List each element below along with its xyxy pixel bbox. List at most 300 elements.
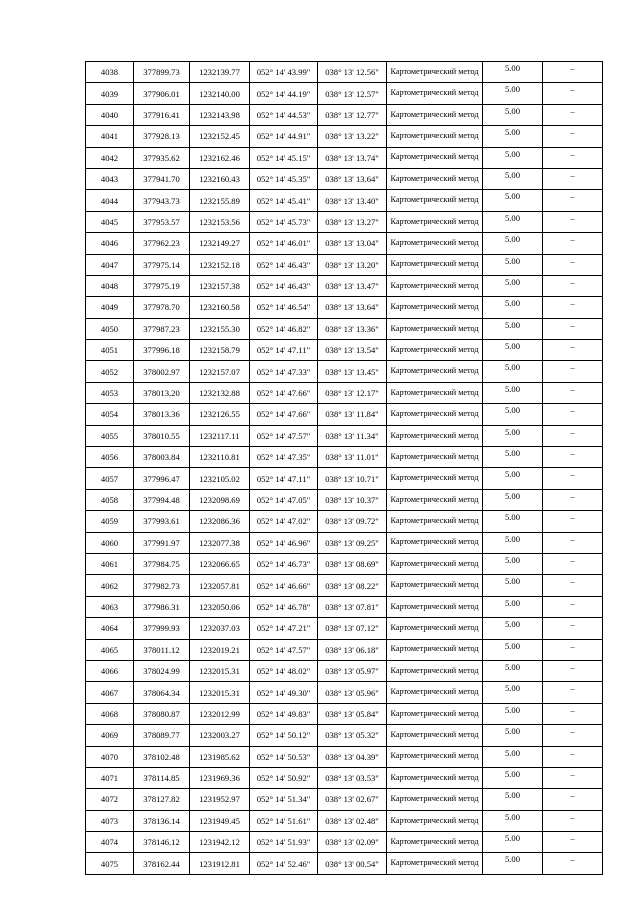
longitude-cell: 038° 13' 12.17" (318, 382, 387, 403)
latitude-cell: 052° 14' 47.57" (250, 639, 318, 660)
note-cell: – (543, 361, 603, 382)
y-coordinate-cell: 1231912.81 (190, 853, 250, 874)
table-row (86, 660, 603, 681)
latitude-cell: 052° 14' 46.82" (250, 318, 318, 339)
latitude-cell: 052° 14' 49.30" (250, 682, 318, 703)
accuracy-cell: 5.00 (483, 618, 543, 639)
table-row (86, 83, 603, 104)
method-cell: Картометрический метод (387, 211, 483, 232)
longitude-cell: 038° 13' 08.22" (318, 575, 387, 596)
table-row (86, 511, 603, 532)
longitude-cell: 038° 13' 05.97" (318, 660, 387, 681)
x-coordinate-cell: 377975.14 (134, 254, 190, 275)
point-number-cell: 4058 (86, 489, 134, 510)
method-cell: Картометрический метод (387, 832, 483, 853)
point-number-cell: 4045 (86, 211, 134, 232)
point-number-cell: 4069 (86, 725, 134, 746)
table-row (86, 340, 603, 361)
note-cell: – (543, 190, 603, 211)
latitude-cell: 052° 14' 47.66" (250, 382, 318, 403)
x-coordinate-cell: 377987.23 (134, 318, 190, 339)
note-cell: – (543, 575, 603, 596)
point-number-cell: 4068 (86, 703, 134, 724)
latitude-cell: 052° 14' 50.12" (250, 725, 318, 746)
table-row (86, 233, 603, 254)
note-cell: – (543, 382, 603, 403)
note-cell: – (543, 532, 603, 553)
accuracy-cell: 5.00 (483, 660, 543, 681)
table-row (86, 254, 603, 275)
note-cell: – (543, 340, 603, 361)
latitude-cell: 052° 14' 52.46" (250, 853, 318, 874)
point-number-cell: 4062 (86, 575, 134, 596)
latitude-cell: 052° 14' 44.53" (250, 104, 318, 125)
table-row (86, 190, 603, 211)
latitude-cell: 052° 14' 45.41" (250, 190, 318, 211)
longitude-cell: 038° 13' 13.40" (318, 190, 387, 211)
y-coordinate-cell: 1232160.58 (190, 297, 250, 318)
table-row (86, 104, 603, 125)
table-row (86, 532, 603, 553)
method-cell: Картометрический метод (387, 254, 483, 275)
latitude-cell: 052° 14' 44.19" (250, 83, 318, 104)
table-row (86, 810, 603, 831)
method-cell: Картометрический метод (387, 104, 483, 125)
x-coordinate-cell: 377984.75 (134, 553, 190, 574)
x-coordinate-cell: 377996.47 (134, 468, 190, 489)
accuracy-cell: 5.00 (483, 746, 543, 767)
y-coordinate-cell: 1231969.36 (190, 767, 250, 788)
latitude-cell: 052° 14' 46.96" (250, 532, 318, 553)
x-coordinate-cell: 377943.73 (134, 190, 190, 211)
method-cell: Картометрический метод (387, 810, 483, 831)
accuracy-cell: 5.00 (483, 340, 543, 361)
latitude-cell: 052° 14' 46.43" (250, 254, 318, 275)
method-cell: Картометрический метод (387, 789, 483, 810)
latitude-cell: 052° 14' 47.05" (250, 489, 318, 510)
y-coordinate-cell: 1232015.31 (190, 660, 250, 681)
point-number-cell: 4070 (86, 746, 134, 767)
x-coordinate-cell: 377978.70 (134, 297, 190, 318)
point-number-cell: 4043 (86, 168, 134, 189)
table-row (86, 126, 603, 147)
point-number-cell: 4046 (86, 233, 134, 254)
longitude-cell: 038° 13' 09.72" (318, 511, 387, 532)
x-coordinate-cell: 378114.85 (134, 767, 190, 788)
accuracy-cell: 5.00 (483, 425, 543, 446)
accuracy-cell: 5.00 (483, 297, 543, 318)
x-coordinate-cell: 378102.48 (134, 746, 190, 767)
point-number-cell: 4071 (86, 767, 134, 788)
note-cell: – (543, 489, 603, 510)
x-coordinate-cell: 378011.12 (134, 639, 190, 660)
accuracy-cell: 5.00 (483, 468, 543, 489)
point-number-cell: 4053 (86, 382, 134, 403)
method-cell: Картометрический метод (387, 425, 483, 446)
accuracy-cell: 5.00 (483, 62, 543, 83)
point-number-cell: 4059 (86, 511, 134, 532)
longitude-cell: 038° 13' 07.81" (318, 596, 387, 617)
note-cell: – (543, 404, 603, 425)
table-row (86, 361, 603, 382)
longitude-cell: 038° 13' 13.47" (318, 275, 387, 296)
note-cell: – (543, 725, 603, 746)
latitude-cell: 052° 14' 50.92" (250, 767, 318, 788)
point-number-cell: 4073 (86, 810, 134, 831)
note-cell: – (543, 233, 603, 254)
table-row (86, 682, 603, 703)
latitude-cell: 052° 14' 43.99" (250, 62, 318, 83)
note-cell: – (543, 254, 603, 275)
method-cell: Картометрический метод (387, 853, 483, 874)
method-cell: Картометрический метод (387, 660, 483, 681)
note-cell: – (543, 682, 603, 703)
x-coordinate-cell: 378146.12 (134, 832, 190, 853)
table-row (86, 703, 603, 724)
accuracy-cell: 5.00 (483, 447, 543, 468)
y-coordinate-cell: 1232157.07 (190, 361, 250, 382)
table-row (86, 639, 603, 660)
y-coordinate-cell: 1232057.81 (190, 575, 250, 596)
longitude-cell: 038° 13' 09.25" (318, 532, 387, 553)
note-cell: – (543, 703, 603, 724)
point-number-cell: 4055 (86, 425, 134, 446)
accuracy-cell: 5.00 (483, 789, 543, 810)
method-cell: Картометрический метод (387, 190, 483, 211)
method-cell: Картометрический метод (387, 275, 483, 296)
x-coordinate-cell: 378162.44 (134, 853, 190, 874)
note-cell: – (543, 767, 603, 788)
latitude-cell: 052° 14' 51.93" (250, 832, 318, 853)
accuracy-cell: 5.00 (483, 275, 543, 296)
y-coordinate-cell: 1232126.55 (190, 404, 250, 425)
x-coordinate-cell: 377953.57 (134, 211, 190, 232)
point-number-cell: 4044 (86, 190, 134, 211)
x-coordinate-cell: 377996.18 (134, 340, 190, 361)
table-row (86, 211, 603, 232)
note-cell: – (543, 126, 603, 147)
longitude-cell: 038° 13' 13.04" (318, 233, 387, 254)
method-cell: Картометрический метод (387, 682, 483, 703)
x-coordinate-cell: 377906.01 (134, 83, 190, 104)
point-number-cell: 4049 (86, 297, 134, 318)
table-row (86, 853, 603, 874)
method-cell: Картометрический метод (387, 361, 483, 382)
latitude-cell: 052° 14' 46.43" (250, 275, 318, 296)
note-cell: – (543, 832, 603, 853)
table-row (86, 382, 603, 403)
accuracy-cell: 5.00 (483, 190, 543, 211)
note-cell: – (543, 511, 603, 532)
accuracy-cell: 5.00 (483, 233, 543, 254)
method-cell: Картометрический метод (387, 767, 483, 788)
longitude-cell: 038° 13' 12.57" (318, 83, 387, 104)
x-coordinate-cell: 377999.93 (134, 618, 190, 639)
point-number-cell: 4040 (86, 104, 134, 125)
y-coordinate-cell: 1232050.06 (190, 596, 250, 617)
note-cell: – (543, 275, 603, 296)
latitude-cell: 052° 14' 49.83" (250, 703, 318, 724)
note-cell: – (543, 639, 603, 660)
longitude-cell: 038° 13' 13.64" (318, 297, 387, 318)
table-row (86, 275, 603, 296)
point-number-cell: 4067 (86, 682, 134, 703)
point-number-cell: 4061 (86, 553, 134, 574)
method-cell: Картометрический метод (387, 703, 483, 724)
method-cell: Картометрический метод (387, 83, 483, 104)
y-coordinate-cell: 1232003.27 (190, 725, 250, 746)
y-coordinate-cell: 1232019.21 (190, 639, 250, 660)
longitude-cell: 038° 13' 13.20" (318, 254, 387, 275)
table-row (86, 147, 603, 168)
point-number-cell: 4056 (86, 447, 134, 468)
accuracy-cell: 5.00 (483, 404, 543, 425)
latitude-cell: 052° 14' 45.73" (250, 211, 318, 232)
method-cell: Картометрический метод (387, 532, 483, 553)
longitude-cell: 038° 13' 03.53" (318, 767, 387, 788)
x-coordinate-cell: 378089.77 (134, 725, 190, 746)
latitude-cell: 052° 14' 45.35" (250, 168, 318, 189)
latitude-cell: 052° 14' 46.01" (250, 233, 318, 254)
latitude-cell: 052° 14' 48.02" (250, 660, 318, 681)
latitude-cell: 052° 14' 47.33" (250, 361, 318, 382)
y-coordinate-cell: 1232012.99 (190, 703, 250, 724)
y-coordinate-cell: 1232105.02 (190, 468, 250, 489)
latitude-cell: 052° 14' 51.61" (250, 810, 318, 831)
note-cell: – (543, 789, 603, 810)
table-row (86, 404, 603, 425)
table-row (86, 767, 603, 788)
accuracy-cell: 5.00 (483, 639, 543, 660)
x-coordinate-cell: 377975.19 (134, 275, 190, 296)
point-number-cell: 4064 (86, 618, 134, 639)
x-coordinate-cell: 378013.20 (134, 382, 190, 403)
method-cell: Картометрический метод (387, 575, 483, 596)
x-coordinate-cell: 378080.87 (134, 703, 190, 724)
y-coordinate-cell: 1232117.11 (190, 425, 250, 446)
coordinates-table (85, 61, 603, 875)
note-cell: – (543, 853, 603, 874)
accuracy-cell: 5.00 (483, 361, 543, 382)
latitude-cell: 052° 14' 47.57" (250, 425, 318, 446)
longitude-cell: 038° 13' 12.56" (318, 62, 387, 83)
latitude-cell: 052° 14' 44.91" (250, 126, 318, 147)
method-cell: Картометрический метод (387, 62, 483, 83)
note-cell: – (543, 425, 603, 446)
method-cell: Картометрический метод (387, 511, 483, 532)
y-coordinate-cell: 1232162.46 (190, 147, 250, 168)
accuracy-cell: 5.00 (483, 853, 543, 874)
latitude-cell: 052° 14' 50.53" (250, 746, 318, 767)
point-number-cell: 4074 (86, 832, 134, 853)
method-cell: Картометрический метод (387, 233, 483, 254)
note-cell: – (543, 618, 603, 639)
x-coordinate-cell: 377982.73 (134, 575, 190, 596)
note-cell: – (543, 168, 603, 189)
accuracy-cell: 5.00 (483, 104, 543, 125)
accuracy-cell: 5.00 (483, 489, 543, 510)
point-number-cell: 4075 (86, 853, 134, 874)
x-coordinate-cell: 377916.41 (134, 104, 190, 125)
point-number-cell: 4066 (86, 660, 134, 681)
x-coordinate-cell: 378002.97 (134, 361, 190, 382)
point-number-cell: 4052 (86, 361, 134, 382)
accuracy-cell: 5.00 (483, 532, 543, 553)
note-cell: – (543, 596, 603, 617)
x-coordinate-cell: 377899.73 (134, 62, 190, 83)
table-row (86, 596, 603, 617)
table-row (86, 447, 603, 468)
accuracy-cell: 5.00 (483, 147, 543, 168)
note-cell: – (543, 553, 603, 574)
longitude-cell: 038° 13' 07.12" (318, 618, 387, 639)
note-cell: – (543, 104, 603, 125)
y-coordinate-cell: 1231949.45 (190, 810, 250, 831)
y-coordinate-cell: 1232143.98 (190, 104, 250, 125)
longitude-cell: 038° 13' 02.67" (318, 789, 387, 810)
accuracy-cell: 5.00 (483, 703, 543, 724)
method-cell: Картометрический метод (387, 468, 483, 489)
table-row (86, 489, 603, 510)
method-cell: Картометрический метод (387, 746, 483, 767)
point-number-cell: 4063 (86, 596, 134, 617)
longitude-cell: 038° 13' 12.77" (318, 104, 387, 125)
note-cell: – (543, 147, 603, 168)
x-coordinate-cell: 378013.36 (134, 404, 190, 425)
x-coordinate-cell: 377986.31 (134, 596, 190, 617)
method-cell: Картометрический метод (387, 596, 483, 617)
note-cell: – (543, 211, 603, 232)
y-coordinate-cell: 1232155.30 (190, 318, 250, 339)
x-coordinate-cell: 377994.48 (134, 489, 190, 510)
x-coordinate-cell: 377962.23 (134, 233, 190, 254)
y-coordinate-cell: 1232140.00 (190, 83, 250, 104)
y-coordinate-cell: 1232098.69 (190, 489, 250, 510)
longitude-cell: 038° 13' 05.96" (318, 682, 387, 703)
accuracy-cell: 5.00 (483, 126, 543, 147)
longitude-cell: 038° 13' 13.27" (318, 211, 387, 232)
accuracy-cell: 5.00 (483, 832, 543, 853)
longitude-cell: 038° 13' 10.37" (318, 489, 387, 510)
point-number-cell: 4039 (86, 83, 134, 104)
table-row (86, 618, 603, 639)
x-coordinate-cell: 378127.82 (134, 789, 190, 810)
y-coordinate-cell: 1232110.81 (190, 447, 250, 468)
x-coordinate-cell: 378064.34 (134, 682, 190, 703)
accuracy-cell: 5.00 (483, 553, 543, 574)
latitude-cell: 052° 14' 47.21" (250, 618, 318, 639)
point-number-cell: 4042 (86, 147, 134, 168)
note-cell: – (543, 447, 603, 468)
note-cell: – (543, 62, 603, 83)
x-coordinate-cell: 378010.55 (134, 425, 190, 446)
point-number-cell: 4038 (86, 62, 134, 83)
accuracy-cell: 5.00 (483, 254, 543, 275)
latitude-cell: 052° 14' 47.66" (250, 404, 318, 425)
method-cell: Картометрический метод (387, 618, 483, 639)
table-row (86, 297, 603, 318)
latitude-cell: 052° 14' 47.35" (250, 447, 318, 468)
latitude-cell: 052° 14' 46.66" (250, 575, 318, 596)
longitude-cell: 038° 13' 11.84" (318, 404, 387, 425)
method-cell: Картометрический метод (387, 404, 483, 425)
method-cell: Картометрический метод (387, 382, 483, 403)
latitude-cell: 052° 14' 46.78" (250, 596, 318, 617)
accuracy-cell: 5.00 (483, 168, 543, 189)
table-row (86, 468, 603, 489)
accuracy-cell: 5.00 (483, 596, 543, 617)
x-coordinate-cell: 377941.70 (134, 168, 190, 189)
longitude-cell: 038° 13' 05.32" (318, 725, 387, 746)
point-number-cell: 4057 (86, 468, 134, 489)
y-coordinate-cell: 1232152.45 (190, 126, 250, 147)
accuracy-cell: 5.00 (483, 211, 543, 232)
longitude-cell: 038° 13' 13.64" (318, 168, 387, 189)
y-coordinate-cell: 1232160.43 (190, 168, 250, 189)
accuracy-cell: 5.00 (483, 767, 543, 788)
y-coordinate-cell: 1232066.65 (190, 553, 250, 574)
longitude-cell: 038° 13' 06.18" (318, 639, 387, 660)
point-number-cell: 4065 (86, 639, 134, 660)
y-coordinate-cell: 1232158.79 (190, 340, 250, 361)
point-number-cell: 4047 (86, 254, 134, 275)
y-coordinate-cell: 1231942.12 (190, 832, 250, 853)
longitude-cell: 038° 13' 13.45" (318, 361, 387, 382)
y-coordinate-cell: 1232132.88 (190, 382, 250, 403)
table-row (86, 575, 603, 596)
note-cell: – (543, 660, 603, 681)
method-cell: Картометрический метод (387, 725, 483, 746)
y-coordinate-cell: 1232037.03 (190, 618, 250, 639)
y-coordinate-cell: 1232153.56 (190, 211, 250, 232)
longitude-cell: 038° 13' 08.69" (318, 553, 387, 574)
longitude-cell: 038° 13' 10.71" (318, 468, 387, 489)
x-coordinate-cell: 377993.61 (134, 511, 190, 532)
longitude-cell: 038° 13' 11.34" (318, 425, 387, 446)
latitude-cell: 052° 14' 46.73" (250, 553, 318, 574)
table-body (86, 62, 603, 875)
y-coordinate-cell: 1231952.97 (190, 789, 250, 810)
longitude-cell: 038° 13' 13.36" (318, 318, 387, 339)
note-cell: – (543, 810, 603, 831)
table-row (86, 62, 603, 83)
accuracy-cell: 5.00 (483, 725, 543, 746)
accuracy-cell: 5.00 (483, 83, 543, 104)
table-row (86, 318, 603, 339)
accuracy-cell: 5.00 (483, 575, 543, 596)
note-cell: – (543, 746, 603, 767)
latitude-cell: 052° 14' 46.54" (250, 297, 318, 318)
latitude-cell: 052° 14' 47.02" (250, 511, 318, 532)
latitude-cell: 052° 14' 45.15" (250, 147, 318, 168)
method-cell: Картометрический метод (387, 340, 483, 361)
point-number-cell: 4048 (86, 275, 134, 296)
table-row (86, 168, 603, 189)
note-cell: – (543, 297, 603, 318)
table-row (86, 789, 603, 810)
accuracy-cell: 5.00 (483, 382, 543, 403)
y-coordinate-cell: 1232157.38 (190, 275, 250, 296)
latitude-cell: 052° 14' 51.34" (250, 789, 318, 810)
table-row (86, 425, 603, 446)
y-coordinate-cell: 1232155.89 (190, 190, 250, 211)
method-cell: Картометрический метод (387, 297, 483, 318)
y-coordinate-cell: 1231985.62 (190, 746, 250, 767)
point-number-cell: 4072 (86, 789, 134, 810)
accuracy-cell: 5.00 (483, 682, 543, 703)
method-cell: Картометрический метод (387, 318, 483, 339)
note-cell: – (543, 83, 603, 104)
